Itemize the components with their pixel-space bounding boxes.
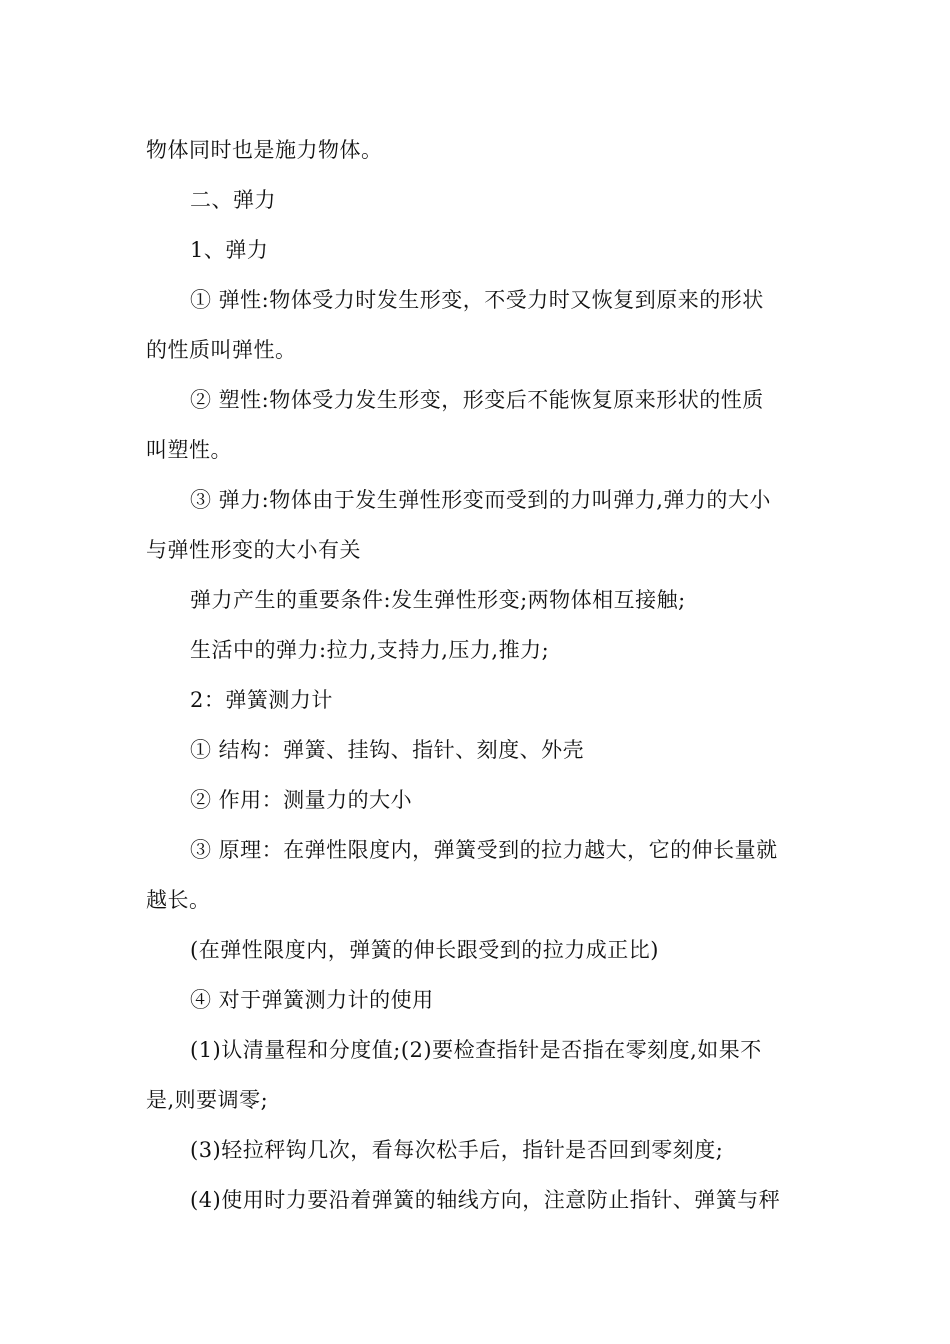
- text-line-usage-heading: ④ 对于弹簧测力计的使用: [190, 988, 434, 1012]
- text-line-proportion-note: (在弹性限度内，弹簧的伸长跟受到的拉力成正比): [190, 938, 659, 962]
- text-line-elastic-force-def-cont: 与弹性形变的大小有关: [146, 538, 361, 562]
- text-line-principle-cont: 越长。: [146, 888, 211, 912]
- text-line-usage-1-cont: 是,则要调零;: [146, 1088, 269, 1112]
- text-line-elastic-force-def: ③ 弹力:物体由于发生弹性形变而受到的力叫弹力,弹力的大小: [190, 488, 771, 512]
- text-line-daily-life: 生活中的弹力:拉力,支持力,压力,推力;: [190, 638, 550, 662]
- text-line-structure: ① 结构：弹簧、挂钩、指针、刻度、外壳: [190, 738, 585, 762]
- text-line-usage-4: (4)使用时力要沿着弹簧的轴线方向，注意防止指针、弹簧与秤: [190, 1188, 781, 1212]
- text-line-conditions: 弹力产生的重要条件:发生弹性形变;两物体相互接触;: [190, 588, 686, 612]
- text-line-plasticity-cont: 叫塑性。: [146, 438, 232, 462]
- text-line-plasticity: ② 塑性:物体受力发生形变，形变后不能恢复原来形状的性质: [190, 388, 764, 412]
- text-line-1: 物体同时也是施力物体。: [146, 138, 383, 162]
- text-line-usage-3: (3)轻拉秤钩几次，看每次松手后，指针是否回到零刻度;: [190, 1138, 724, 1162]
- subheading-spring-scale: 2：弹簧测力计: [190, 688, 333, 712]
- text-line-elasticity-cont: 的性质叫弹性。: [146, 338, 297, 362]
- text-line-usage-1: (1)认清量程和分度值;(2)要检查指针是否指在零刻度,如果不: [190, 1038, 762, 1062]
- text-line-principle: ③ 原理：在弹性限度内，弹簧受到的拉力越大，它的伸长量就: [190, 838, 778, 862]
- text-line-elasticity: ① 弹性:物体受力时发生形变，不受力时又恢复到原来的形状: [190, 288, 764, 312]
- section-heading-elastic-force: 二、弹力: [190, 188, 276, 212]
- text-line-function: ② 作用：测量力的大小: [190, 788, 413, 812]
- subheading-elastic-force: 1、弹力: [190, 238, 269, 262]
